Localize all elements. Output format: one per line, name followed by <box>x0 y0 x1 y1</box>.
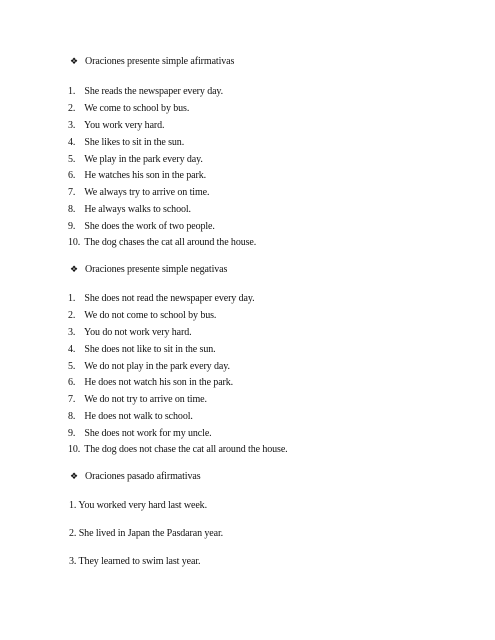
list-item: 6. He does not watch his son in the park. <box>68 377 234 388</box>
list-item: 4. She does not like to sit in the sun. <box>68 344 216 355</box>
section-heading-presente-negativas <box>70 264 227 275</box>
list-item: 5. We do not play in the park every day. <box>68 361 230 372</box>
list-item: 4. She likes to sit in the sun. <box>68 137 185 148</box>
list-item: 3. You work very hard. <box>68 120 165 131</box>
list-item: 2. We do not come to school by bus. <box>68 310 217 321</box>
list-item: 5. We play in the park every day. <box>68 154 203 165</box>
section-heading-presente-afirmativas <box>70 56 234 67</box>
list-item: 6. He watches his son in the park. <box>68 170 206 181</box>
section-heading-pasado-afirmativas <box>70 471 201 482</box>
list-item: 3. You do not work very hard. <box>68 327 192 338</box>
diamond-bullet-icon: ❖ <box>70 471 78 481</box>
list-item: 9. She does not work for my uncle. <box>68 428 212 439</box>
list-item: 2. We come to school by bus. <box>68 103 190 114</box>
list-item: 9. She does the work of two people. <box>68 221 215 232</box>
list-item: 10. The dog does not chase the cat all around the house. <box>68 444 288 455</box>
heading-text: Oraciones pasado afirmativas <box>85 471 201 482</box>
list-item: 8. He always walks to school. <box>68 204 191 215</box>
diamond-bullet-icon: ❖ <box>70 56 78 66</box>
list-item: 1. She does not read the newspaper every day. <box>68 293 255 304</box>
list-item: 8. He does not walk to school. <box>68 411 193 422</box>
list-item: 1. You worked very hard last week. <box>69 500 207 511</box>
list-item: 2. She lived in Japan the Pasdaran year. <box>69 528 224 539</box>
diamond-bullet-icon: ❖ <box>70 264 78 274</box>
list-item: 7. We always try to arrive on time. <box>68 187 210 198</box>
list-item: 7. We do not try to arrive on time. <box>68 394 207 405</box>
heading-text: Oraciones presente simple afirmativas <box>85 56 235 67</box>
heading-text: Oraciones presente simple negativas <box>85 264 228 275</box>
list-item: 10. The dog chases the cat all around the house. <box>68 237 257 248</box>
list-item: 3. They learned to swim last year. <box>69 556 201 567</box>
list-item: 1. She reads the newspaper every day. <box>68 86 224 97</box>
